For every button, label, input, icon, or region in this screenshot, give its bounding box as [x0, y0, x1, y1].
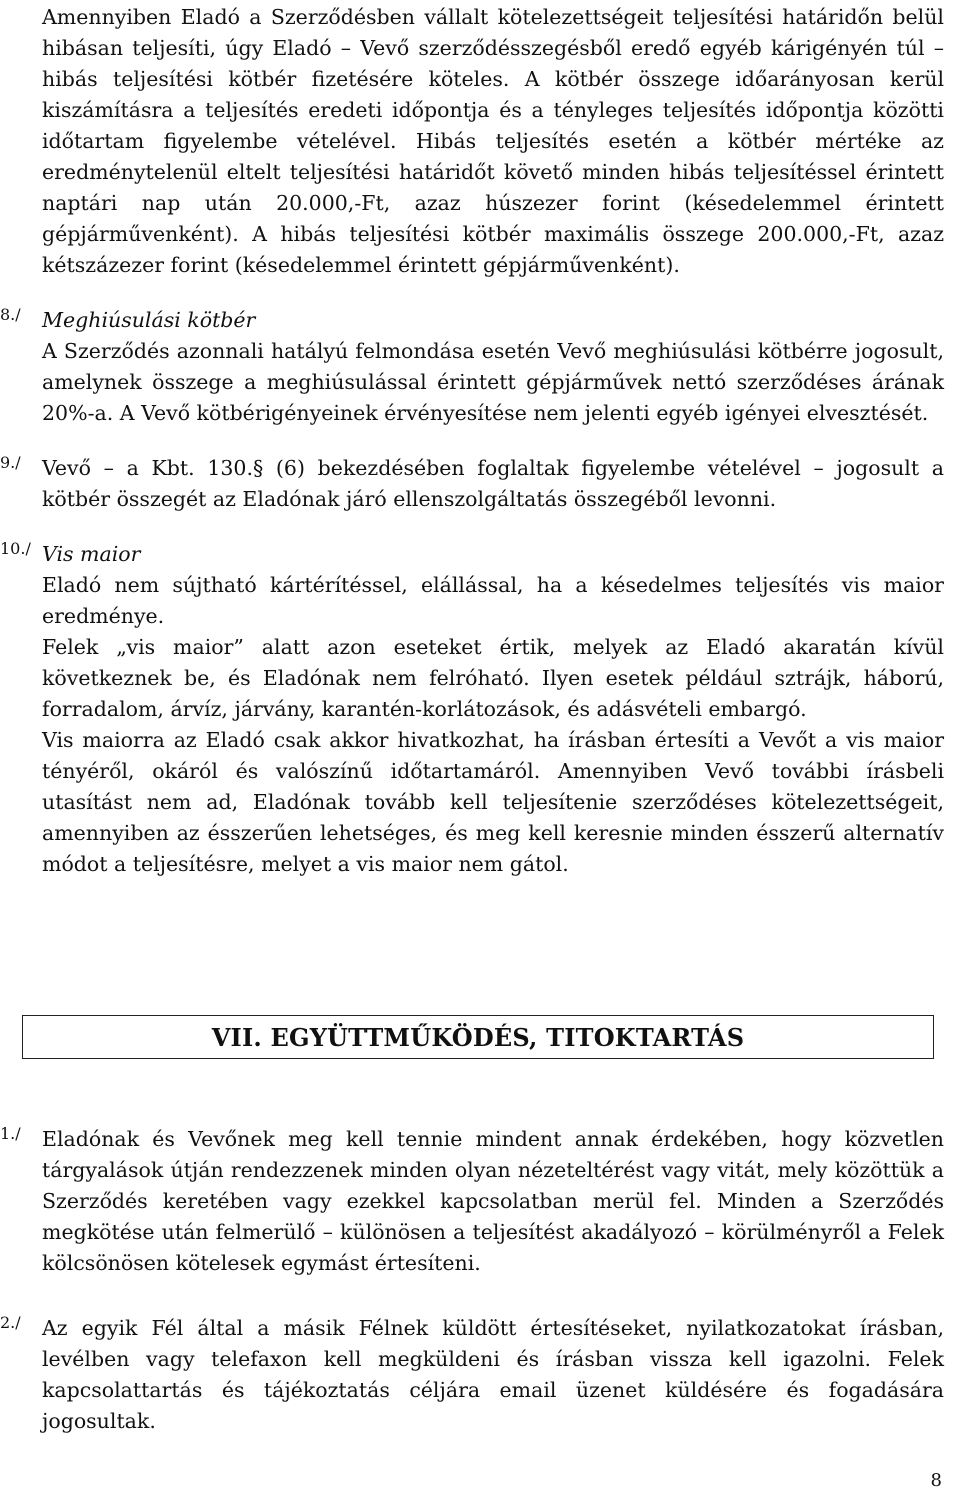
cooperation-section — [0, 1124, 944, 1437]
section-9-body: Vevő – a Kbt. 130.§ (6) bekezdésében foglaltak figyelembe vételével – jogosult a kötbér összegét az Eladónak járó ellenszolgáltatás összegéből levonni. — [42, 456, 944, 511]
section-8-body: A Szerződés azonnali hatályú felmondása esetén Vevő meghiúsulási kötbérre jogosult, amelynek összege a meghiúsulással érintett gépjárművek nettó szerződéses árának 20%-a. A Vevő kötbérigényeinek érvényesítése nem jelenti egyéb igényei elvesztését. — [42, 339, 944, 425]
cooperation-item-1 — [0, 1124, 944, 1279]
section-8-title-text: Meghiúsulási kötbér — [42, 308, 256, 332]
cooperation-item-2-number: 2./ — [0, 1313, 21, 1332]
section-heading-box — [22, 1015, 934, 1059]
page-number: 8 — [930, 1470, 942, 1491]
section-10-number: 10./ — [0, 539, 31, 558]
section-8-number: 8./ — [0, 305, 21, 324]
section-10 — [0, 539, 944, 880]
section-9 — [0, 453, 944, 515]
section-10-title-text: Vis maior — [42, 542, 141, 566]
section-10-paragraph-3: Vis maiorra az Eladó csak akkor hivatkozhat, ha írásban értesíti a Vevőt a vis maior tényéről, okáról és valószínű időtartamáról. Amennyiben Vevő további írásbeli utasítást nem ad, Eladónak tovább kell teljesítenie szerződéses kötelezettségeit, amennyiben az ésszerűen lehetséges, és meg kell keresnie minden ésszerű alternatív módot a teljesítésre, melyet a vis maior nem gátol. — [42, 728, 944, 876]
section-10-paragraph-1: Eladó nem sújtható kártérítéssel, elállással, ha a késedelmes teljesítés vis maior eredménye. — [42, 573, 944, 628]
section-8-title — [42, 305, 944, 336]
cooperation-item-2-body: Az egyik Fél által a másik Félnek küldött értesítéseket, nyilatkozatokat írásban, levélben vagy telefaxon kell megküldeni és írásban vissza kell igazolni. Felek kapcsolattartás és tájékoztatás céljára email üzenet küldésére és fogadására jogosultak. — [42, 1316, 944, 1433]
section-8 — [0, 305, 944, 429]
cooperation-item-2 — [0, 1313, 944, 1437]
section-10-title — [42, 539, 944, 570]
paragraph-kotber-intro: Amennyiben Eladó a Szerződésben vállalt kötelezettségeit teljesítési határidőn belül hibásan teljesíti, úgy Eladó – Vevő szerződésszegésből eredő egyéb kárigényén túl – hibás teljesítési kötbér fizetésére köteles. A kötbér összege időarányosan kerül kiszámításra a teljesítés eredeti időpontja és a tényleges teljesítés időpontja közötti időtartam figyelembe vételével. Hibás teljesítés esetén a kötbér mértéke az eredménytelenül eltelt teljesítési határidőt követő minden hibás teljesítéssel érintett naptári nap után 20.000,-Ft, azaz húszezer forint (késedelemmel érintett gépjárművenként). A hibás teljesítési kötbér maximális összege 200.000,-Ft, azaz kétszázezer forint (késedelemmel érintett gépjárművenként). — [42, 5, 944, 277]
section-heading: VII. EGYÜTTMŰKÖDÉS, TITOKTARTÁS — [211, 1022, 745, 1052]
section-10-paragraph-2: Felek „vis maior” alatt azon eseteket értik, melyek az Eladó akaratán kívül következnek be, és Eladónak nem felróható. Ilyen esetek például sztrájk, háború, forradalom, árvíz, járvány, karantén-korlátozások, és adásvételi embargó. — [42, 635, 944, 721]
section-9-number: 9./ — [0, 453, 21, 472]
cooperation-item-1-body: Eladónak és Vevőnek meg kell tennie mindent annak érdekében, hogy közvetlen tárgyalások útján rendezzenek minden olyan nézeteltérést vagy vitát, mely közöttük a Szerződés keretében vagy ezekkel kapcsolatban merül fel. Minden a Szerződés megkötése után felmerülő – különösen a teljesítést akadályozó – körülményről a Felek kölcsönösen kötelesek egymást értesíteni. — [42, 1127, 944, 1275]
cooperation-item-1-number: 1./ — [0, 1124, 21, 1143]
